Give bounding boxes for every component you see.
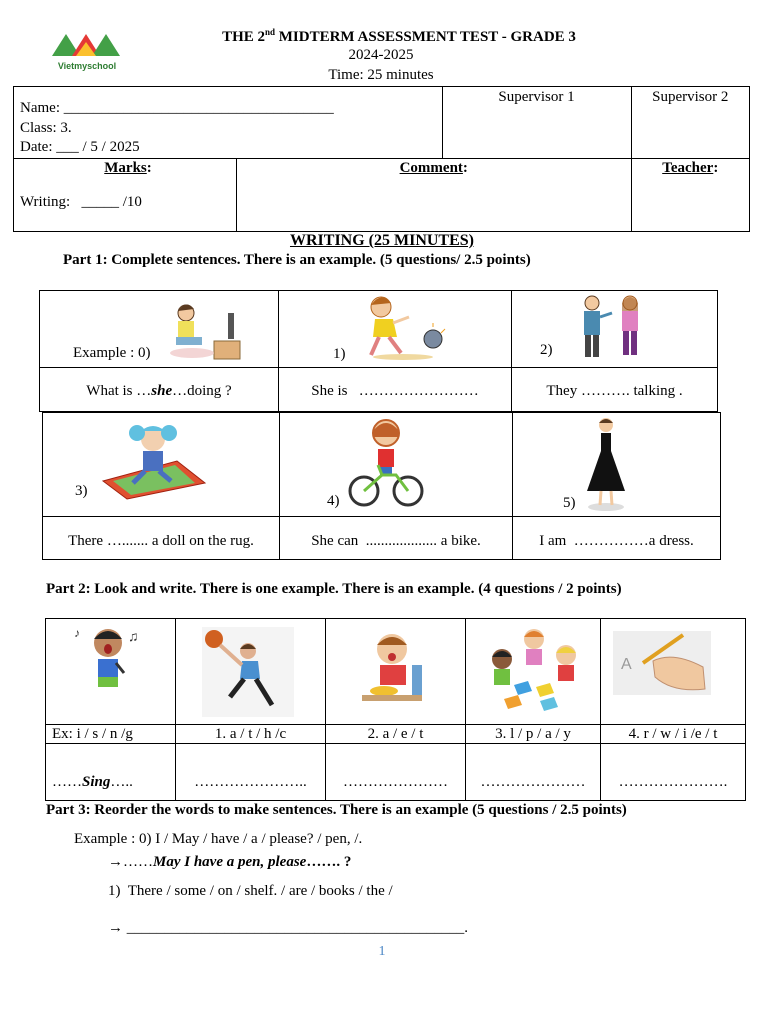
arrow-icon: →	[108, 854, 123, 870]
date-field[interactable]: Date: ___ / 5 / 2025	[20, 139, 140, 155]
supervisor2-label: Supervisor 2	[652, 89, 729, 105]
part3-answer1-line[interactable]: → _____________________________________________.	[108, 920, 468, 936]
writing-score[interactable]: Writing: _____ /10	[20, 193, 142, 210]
question5-number: 5)	[563, 495, 576, 511]
doll-on-rug-picture	[97, 423, 209, 501]
logo-text: Vietmyschool	[57, 61, 117, 71]
svg-text:♫: ♫	[128, 630, 139, 645]
part1-title: Part 1: Complete sentences. There is an example. (5 questions/ 2.5 points)	[63, 252, 531, 268]
comment-label: Comment:	[399, 159, 468, 176]
name-field[interactable]: Name: ____________________________________	[20, 100, 334, 116]
logo	[52, 30, 122, 70]
part3-example-answer: →……May I have a pen, please……. ?	[108, 854, 352, 870]
svg-text:A: A	[621, 656, 632, 673]
logo-mark-icon	[52, 30, 122, 58]
letters4: 4. r / w / i /e / t	[628, 725, 718, 742]
children-playing-picture	[484, 625, 582, 715]
girl-in-dress-picture	[581, 415, 631, 513]
question2-number: 2)	[540, 342, 553, 358]
school-year: 2024-2025	[348, 47, 414, 63]
page-number: 1	[378, 944, 386, 959]
part1-table-bottom	[42, 412, 721, 560]
letters1: 1. a / t / h /c	[214, 725, 287, 742]
arrow-icon: →	[108, 920, 123, 936]
answer4[interactable]: ………………….	[618, 773, 728, 790]
girl-running-picture	[353, 291, 453, 363]
writing-section-title: WRITING (25 MINUTES)	[289, 232, 474, 249]
time-limit: Time: 25 minutes	[328, 67, 434, 83]
question4-number: 4)	[327, 493, 340, 509]
part3-example: Example : 0) I / May / have / a / please? / pen, /.	[74, 831, 363, 847]
example-sentence: What is …she…doing ?	[86, 383, 232, 399]
question1-number: 1)	[333, 346, 346, 362]
question3-number: 3)	[75, 483, 88, 499]
supervisor1-label: Supervisor 1	[498, 89, 575, 105]
example-letters: Ex: i / s / n /g	[52, 725, 133, 742]
sentence4[interactable]: She can ................... a bike.	[311, 532, 481, 549]
marks-label: Marks:	[104, 159, 152, 176]
people-talking-picture	[568, 293, 652, 359]
sentence5[interactable]: I am ……………a dress.	[539, 532, 694, 549]
boy-catching-ball-picture	[202, 627, 294, 717]
example-label: Example : 0)	[73, 345, 151, 361]
letters3: 3. l / p / a / y	[495, 725, 571, 742]
hand-writing-picture	[613, 631, 711, 695]
boy-eating-picture	[358, 629, 428, 709]
answer3[interactable]: …………………	[480, 773, 586, 790]
sentence2[interactable]: They ………. talking .	[546, 383, 683, 399]
part1-table-top	[39, 290, 718, 412]
test-title: THE 2nd MIDTERM ASSESSMENT TEST - GRADE 3	[222, 27, 576, 45]
sentence1[interactable]: She is ……………………	[311, 383, 479, 399]
class-field[interactable]: Class: 3.	[20, 119, 72, 136]
teacher-label: Teacher:	[662, 159, 719, 176]
svg-text:♪: ♪	[74, 626, 80, 640]
info-table	[13, 86, 750, 232]
letters2: 2. a / e / t	[367, 725, 424, 742]
girl-watching-tv-picture	[162, 297, 242, 363]
part2-table	[45, 618, 746, 801]
answer1[interactable]: …………………..	[194, 773, 307, 790]
girl-riding-bike-picture	[348, 417, 424, 509]
part3-title: Part 3: Reorder the words to make sentences. There is an example (5 questions / 2.5 points)	[46, 802, 627, 818]
part2-title: Part 2: Look and write. There is one example. There is an example. (4 questions / 2 points)	[46, 581, 622, 597]
boy-singing-picture	[72, 623, 148, 699]
answer2[interactable]: …………………	[343, 773, 448, 790]
sentence3[interactable]: There …....... a doll on the rug.	[68, 532, 254, 549]
part3-question1: 1) There / some / on / shelf. / are / books / the /	[108, 883, 393, 899]
example-answer: ……Sing…..	[52, 773, 133, 790]
